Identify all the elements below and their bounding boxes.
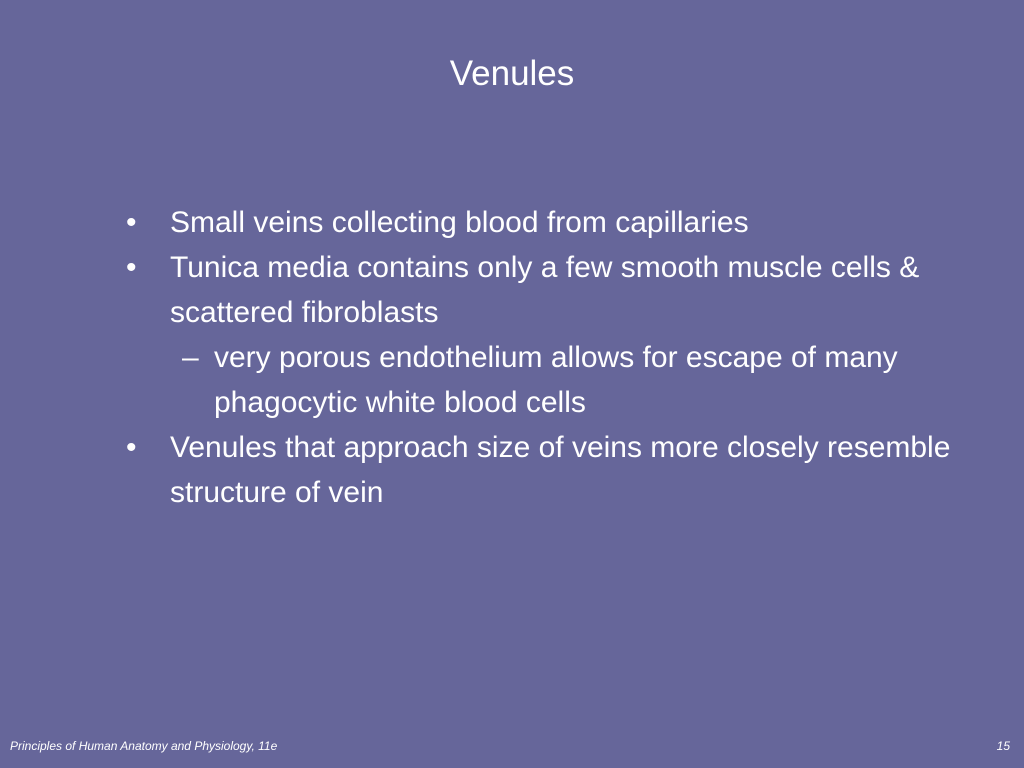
bullet-text: Venules that approach size of veins more closely resemble structure of vein <box>170 431 951 509</box>
bullet-item <box>126 200 956 245</box>
sub-bullet-item <box>126 335 956 425</box>
slide-title: Venules <box>449 54 575 93</box>
bullet-text: Small veins collecting blood from capillaries <box>170 206 749 239</box>
bullet-marker: • <box>126 251 137 284</box>
sub-bullet-text: very porous endothelium allows for escape of many phagocytic white blood cells <box>214 341 898 419</box>
bullet-list <box>126 200 956 515</box>
footer-book-title: Principles of Human Anatomy and Physiology, 11e <box>10 739 278 753</box>
bullet-item <box>126 425 956 515</box>
page-number: 15 <box>996 739 1010 753</box>
bullet-marker: • <box>126 431 137 464</box>
bullet-item <box>126 245 956 335</box>
sub-bullet-marker: – <box>182 341 199 374</box>
bullet-text: Tunica media contains only a few smooth muscle cells & scattered fibroblasts <box>170 251 920 329</box>
bullet-marker: • <box>126 206 137 239</box>
